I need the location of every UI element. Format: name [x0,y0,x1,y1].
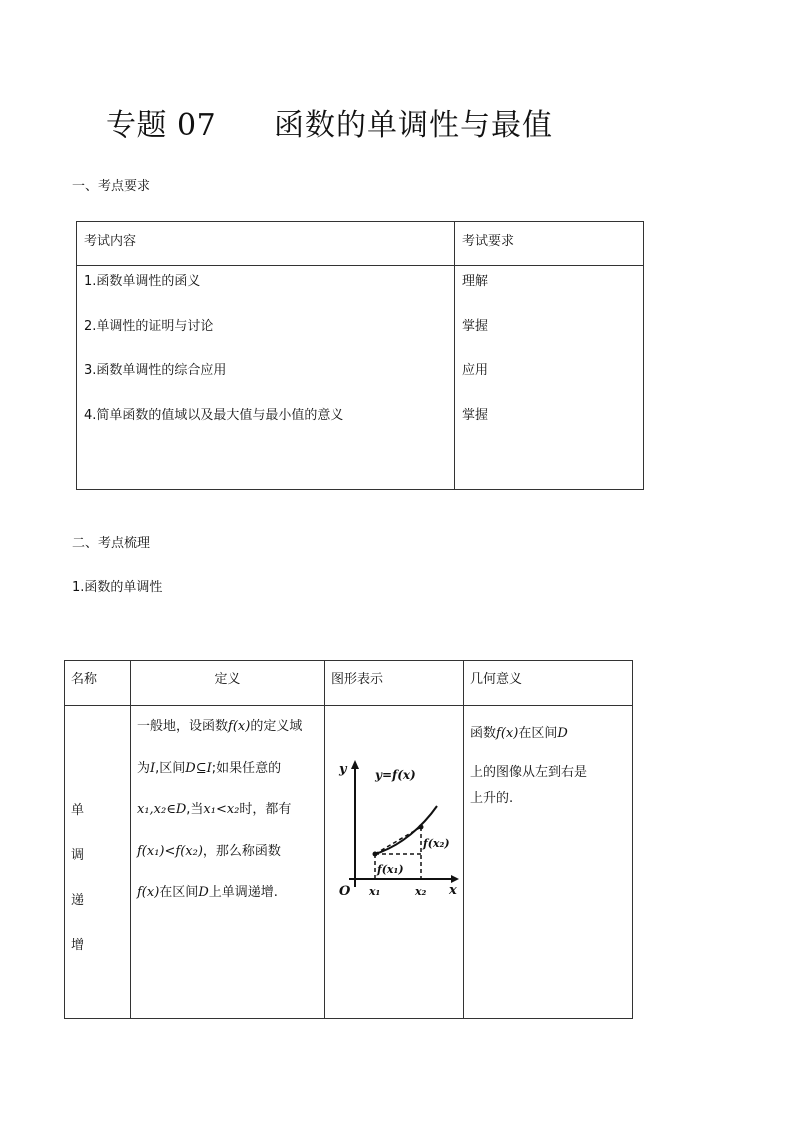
list-item: 1.函数单调性的函义 [84,274,201,289]
text: 在区间 [518,726,558,741]
point-x2 [419,825,424,830]
math: D [198,885,209,900]
y-label: y [339,762,347,777]
section-heading-review: 二、考点梳理 [72,536,151,551]
text: ,区间 [155,760,186,776]
text: 函数 [470,726,497,741]
monotonicity-table [64,660,633,1019]
point-x1 [373,852,378,857]
definition-line [137,839,318,881]
text: 的定义域 [250,719,303,734]
text: 上单调递增. [208,885,278,900]
math: f(x₁)<f(x₂) [137,843,203,859]
definition-line [137,714,318,756]
name-char: 调 [71,848,85,863]
x1-label: x₁ [369,885,381,898]
list-item: 4.简单函数的值域以及最大值与最小值的意义 [84,407,344,423]
section-heading-requirements: 一、考点要求 [72,179,151,194]
table-body-row [65,706,633,1019]
title-topic: 专题 07 [106,108,217,143]
list-item: 理解 [462,274,489,289]
curve-label: y=f(x) [375,768,416,782]
geometry-line [470,760,626,786]
text: ;如果任意的 [211,760,282,776]
math: x₁<x₂ [203,802,240,817]
row-name-cell [65,706,131,1019]
level-column [455,266,644,490]
math: f(x) [228,719,251,734]
name-char: 单 [71,803,85,818]
origin-label: O [339,884,351,899]
math: I [150,760,156,776]
secant-line [375,827,421,854]
header-cell-content: 考试内容 [77,222,455,266]
increasing-function-graph [333,751,463,911]
text: 上的图像从左到右是 [470,765,588,780]
table-body-row [77,266,644,490]
definition-cell [131,706,325,1019]
fx2-label: f(x₂) [423,837,450,850]
math: f(x) [137,885,160,900]
x2-label: x₂ [415,885,427,898]
math: f(x) [496,726,519,741]
content-column [77,266,455,490]
header-cell-name: 名称 [65,661,131,706]
page-title [0,106,794,148]
list-item: 应用 [462,363,489,378]
header-cell-definition: 定义 [131,661,325,706]
x-label: x [449,883,457,898]
list-item: 3.函数单调性的综合应用 [84,363,227,378]
geometry-line [470,714,626,754]
header-cell-level: 考试要求 [455,222,644,266]
math: x₁,x₂∈D [137,802,187,817]
text: 为 [137,760,151,776]
x-axis-arrow [451,875,459,883]
subsection-heading: 1.函数的单调性 [72,580,163,595]
definition-line [137,756,318,798]
title-name: 函数的单调性与最值 [274,108,553,143]
graph-cell [325,706,464,1019]
header-cell-geometry: 几何意义 [464,661,633,706]
header-cell-graph: 图形表示 [325,661,464,706]
table-header-row [65,661,633,706]
requirements-table [76,221,644,490]
list-item: 掌握 [462,407,489,423]
text: 时，都有 [239,802,292,817]
definition-line [137,797,318,839]
name-char: 递 [71,893,85,908]
geometry-cell [464,706,633,1019]
list-item: 2.单调性的证明与讨论 [84,318,214,334]
name-char: 增 [71,938,85,953]
text: 上升的. [470,791,514,806]
text: 一般地，设函数 [137,719,229,734]
math: D [557,726,568,741]
text: ，那么称函数 [202,843,281,859]
fx1-label: f(x₁) [377,863,404,876]
text: ,当 [186,802,204,817]
text: 在区间 [159,885,199,900]
geometry-line [470,786,626,812]
list-item: 掌握 [462,318,489,334]
y-axis-arrow [351,760,359,769]
definition-line [137,880,318,922]
math: D⊆I [185,760,212,776]
table-header-row [77,222,644,266]
